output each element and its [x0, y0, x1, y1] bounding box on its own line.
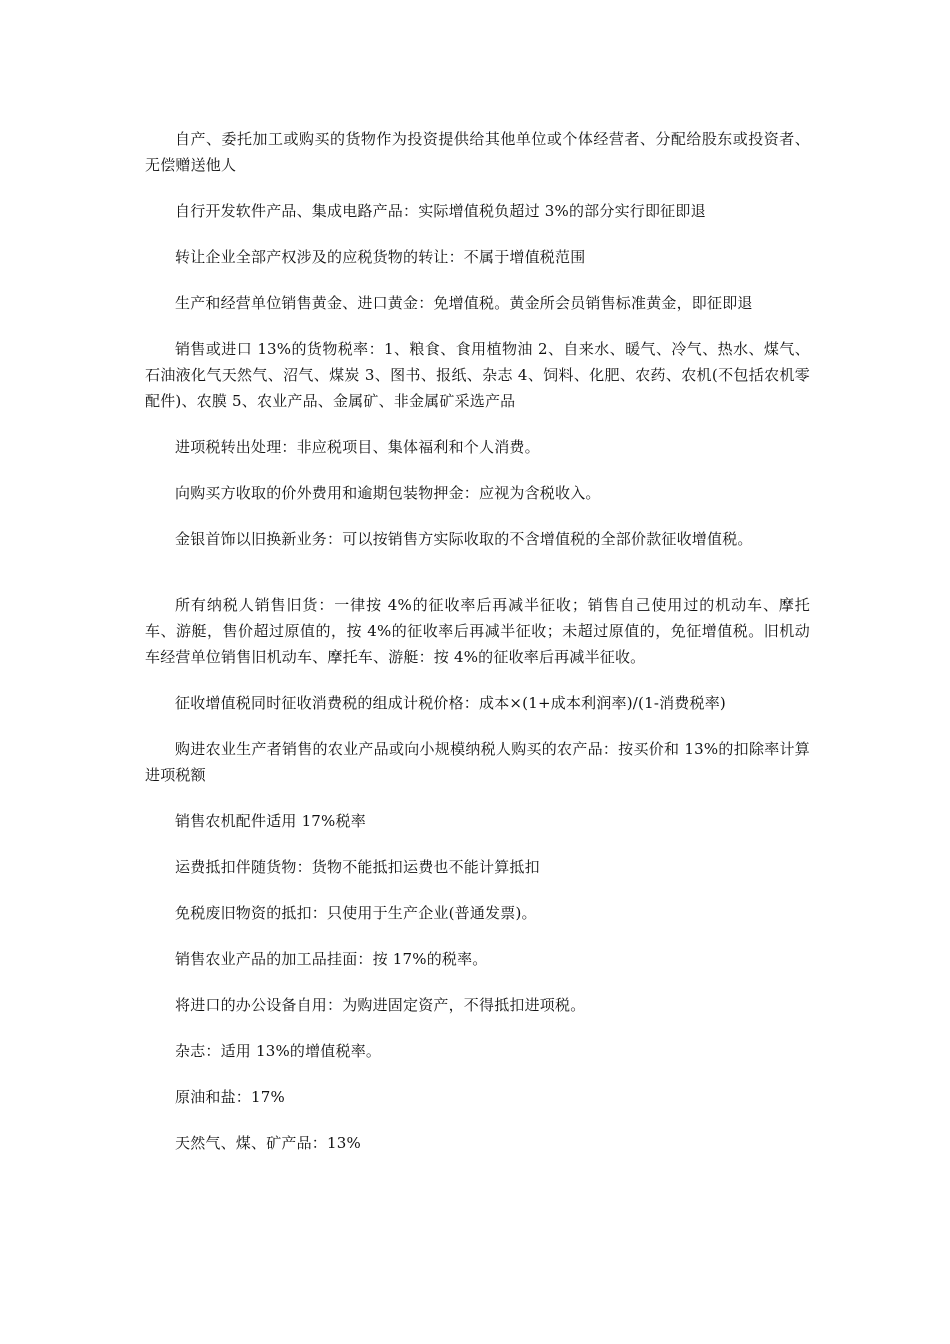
paragraph-6: 进项税转出处理：非应税项目、集体福利和个人消费。 [175, 438, 540, 456]
paragraph-12: 销售农机配件适用 17%税率 [175, 812, 366, 830]
paragraph-16: 将进口的办公设备自用：为购进固定资产，不得抵扣进项税。 [175, 996, 586, 1014]
paragraph-3: 转让企业全部产权涉及的应税货物的转让：不属于增值税范围 [175, 248, 586, 266]
paragraph-15: 销售农业产品的加工品挂面：按 17%的税率。 [175, 950, 488, 968]
paragraph-4: 生产和经营单位销售黄金、进口黄金：免增值税。黄金所会员销售标准黄金，即征即退 [175, 294, 753, 312]
paragraph-14: 免税废旧物资的抵扣：只使用于生产企业(普通发票)。 [175, 904, 537, 922]
paragraph-2: 自行开发软件产品、集成电路产品：实际增值税负超过 3%的部分实行即征即退 [175, 202, 706, 220]
document-body [145, 126, 810, 1176]
paragraph-11: 购进农业生产者销售的农业产品或向小规模纳税人购买的农产品：按买价和 13%的扣除率计算进项税额 [145, 740, 810, 784]
paragraph-17: 杂志：适用 13%的增值税率。 [175, 1042, 382, 1060]
paragraph-18: 原油和盐：17% [175, 1088, 285, 1106]
paragraph-8: 金银首饰以旧换新业务：可以按销售方实际收取的不含增值税的全部价款征收增值税。 [175, 530, 753, 548]
paragraph-1: 自产、委托加工或购买的货物作为投资提供给其他单位或个体经营者、分配给股东或投资者、无偿赠送他人 [145, 130, 810, 174]
paragraph-5: 销售或进口 13%的货物税率：1、粮食、食用植物油 2、自来水、暖气、冷气、热水、煤气、石油液化气天然气、沼气、煤炭 3、图书、报纸、杂志 4、饲料、化肥、农药、农机(不包括农机零配件)、农膜 5、农业产品、金属矿、非金属矿采选产品 [145, 340, 810, 410]
paragraph-7: 向购买方收取的价外费用和逾期包装物押金：应视为含税收入。 [175, 484, 601, 502]
paragraph-13: 运费抵扣伴随货物：货物不能抵扣运费也不能计算抵扣 [175, 858, 540, 876]
paragraph-10: 征收增值税同时征收消费税的组成计税价格：成本×(1+成本利润率)/(1-消费税率) [175, 694, 726, 712]
paragraph-9: 所有纳税人销售旧货：一律按 4%的征收率后再减半征收；销售自己使用过的机动车、摩托车、游艇，售价超过原值的，按 4%的征收率后再减半征收；未超过原值的，免征增值税。旧机动车经营单位销售旧机动车、摩托车、游艇：按 4%的征收率后再减半征收。 [145, 596, 810, 666]
paragraph-19: 天然气、煤、矿产品：13% [175, 1134, 361, 1152]
